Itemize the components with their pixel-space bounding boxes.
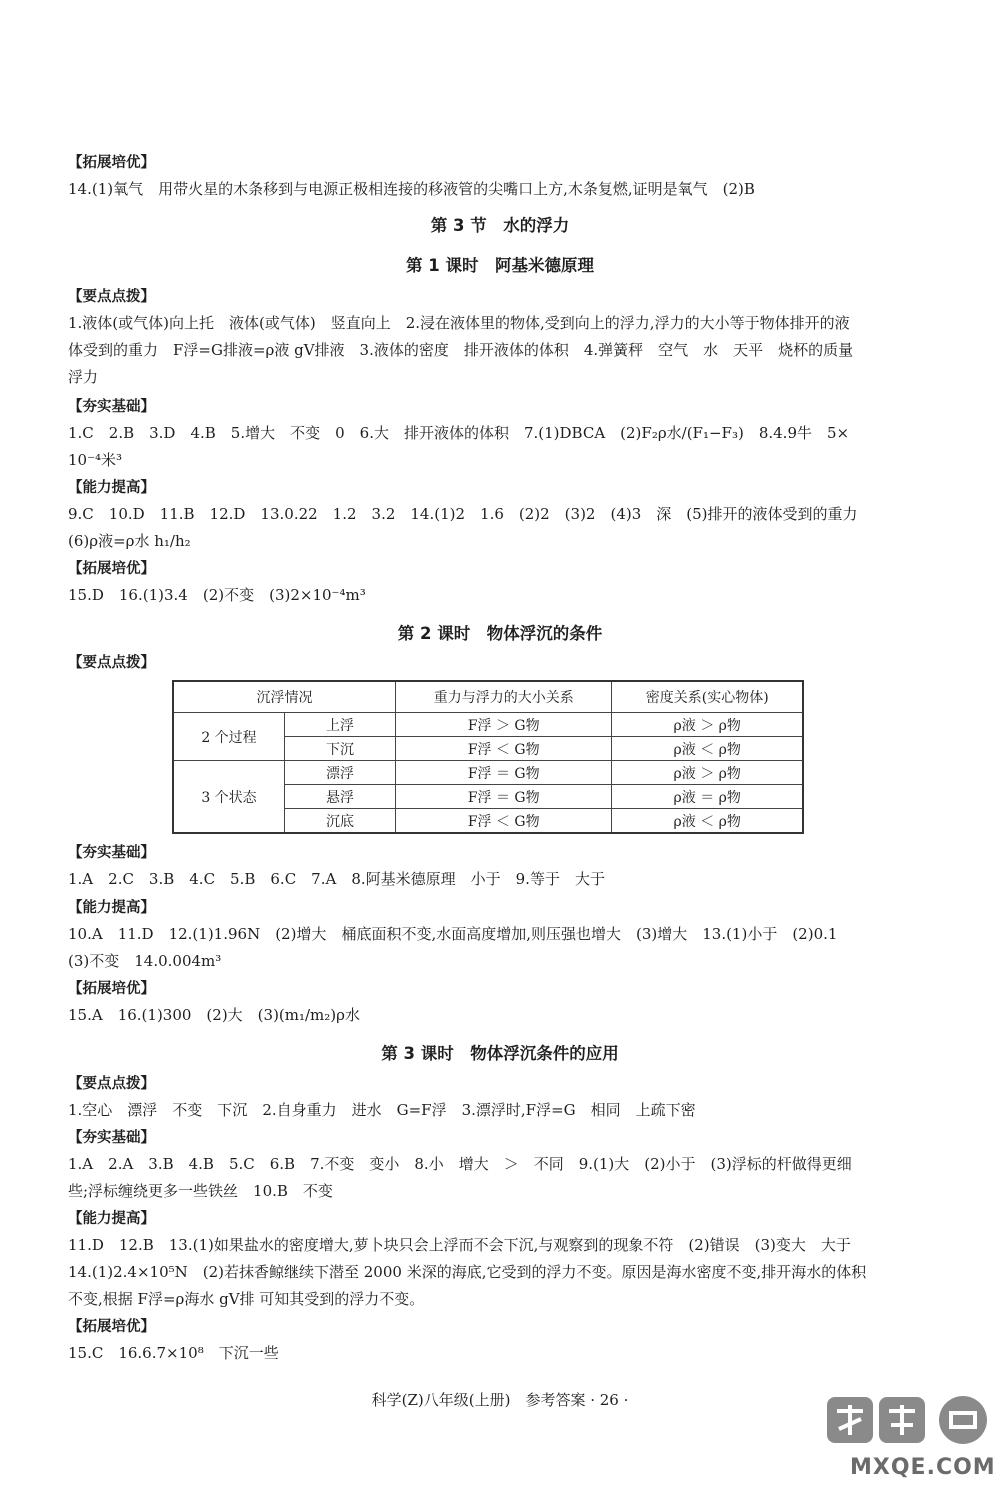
section-tag: 【夯实基础】 (68, 399, 155, 415)
section-tag: 【拓展培优】 (68, 561, 155, 577)
answer-line: 9.C 10.D 11.B 12.D 13.0.22 1.2 3.2 14.(1)2 1.6 (2)2 (3)2 (4)3 深 (5)排开的液体受到的重力 (68, 505, 858, 523)
lesson-title: 第 3 课时 物体浮沉条件的应用 (381, 1044, 619, 1063)
section-tag: 【能力提高】 (68, 480, 155, 496)
answer-line: 1.A 2.A 3.B 4.B 5.C 6.B 7.不变 变小 8.小 增大 ＞ 不同 9.(1)大 (2)小于 (3)浮标的杆做得更细 (68, 1155, 852, 1173)
answer-line: 1.空心 漂浮 不变 下沉 2.自身重力 进水 G=F浮 3.漂浮时,F浮=G 相同 上疏下密 (68, 1101, 696, 1119)
section-tag: 【要点点拨】 (68, 655, 155, 671)
lesson1-extend (68, 556, 928, 609)
lesson3-extend (68, 1314, 928, 1367)
answer-line: 1.液体(或气体)向上托 液体(或气体) 竖直向上 2.浸在液体里的物体,受到向上的浮力,浮力的大小等于物体排开的液 (68, 314, 850, 332)
section-tag: 【拓展培优】 (68, 981, 155, 997)
lesson3-points (68, 1071, 928, 1124)
group-cell: 2 个过程 (173, 713, 285, 761)
answer-line: 14.(1)氧气 用带火星的木条移到与电源正极相连接的移液管的尖嘴口上方,木条复燃,证明是氧气 (2)B (68, 180, 755, 198)
force-cell: F浮 ＞ G物 (396, 713, 612, 737)
state-cell: 沉底 (285, 809, 396, 834)
answer-line: 些;浮标缠绕更多一些铁丝 10.B 不变 (68, 1182, 333, 1200)
lesson1-ability (68, 475, 928, 555)
force-cell: F浮 ＜ G物 (396, 809, 612, 834)
section-title: 第 3 节 水的浮力 (430, 216, 570, 235)
answer-line: 1.C 2.B 3.D 4.B 5.增大 不变 0 6.大 排开液体的体积 7.(1)DBCA (2)F₂ρ水/(F₁−F₃) 8.4.9牛 5× (68, 424, 850, 442)
lesson2-points (68, 650, 928, 676)
table-row (173, 713, 803, 737)
force-cell: F浮 ＝ G物 (396, 785, 612, 809)
answer-line: 10⁻⁴米³ (68, 451, 123, 469)
table-header-row (173, 681, 803, 713)
table-header: 密度关系(实心物体) (612, 681, 803, 713)
state-cell: 上浮 (285, 713, 396, 737)
section-tag: 【能力提高】 (68, 1211, 155, 1227)
section-tag: 【要点点拨】 (68, 289, 155, 305)
answer-line: (3)不变 14.0.004m³ (68, 952, 222, 970)
answer-line: 体受到的重力 F浮=G排液=ρ液 gV排液 3.液体的密度 排开液体的体积 4.弹簧秤 空气 水 天平 烧杯的质量 (68, 341, 854, 359)
answer-line: (6)ρ液=ρ水 h₁/h₂ (68, 532, 191, 550)
state-cell: 漂浮 (285, 761, 396, 785)
answer-line: 11.D 12.B 13.(1)如果盐水的密度增大,萝卜块只会上浮而不会下沉,与观察到的现象不符 (2)错误 (3)变大 大于 (68, 1236, 851, 1254)
table-row (173, 761, 803, 785)
lesson1-basic (68, 394, 928, 474)
force-cell: F浮 ＜ G物 (396, 737, 612, 761)
answer-line: 15.C 16.6.7×10⁸ 下沉一些 (68, 1344, 279, 1362)
float-sink-table (172, 680, 804, 834)
lesson2-basic (68, 840, 928, 893)
section-tag: 【拓展培优】 (68, 155, 155, 171)
lesson-title: 第 2 课时 物体浮沉的条件 (397, 624, 603, 643)
table-header: 沉浮情况 (173, 681, 396, 713)
lesson2-ability (68, 895, 928, 975)
lesson3-ability (68, 1206, 928, 1313)
lesson-title: 第 1 课时 阿基米德原理 (406, 256, 594, 275)
lesson1-points (68, 284, 928, 391)
group-cell: 3 个状态 (173, 761, 285, 834)
section-tag: 【夯实基础】 (68, 1130, 155, 1146)
state-cell: 悬浮 (285, 785, 396, 809)
density-cell: ρ液 ＞ ρ物 (612, 761, 803, 785)
section-tag: 【拓展培优】 (68, 1319, 155, 1335)
answer-line: 15.D 16.(1)3.4 (2)不变 (3)2×10⁻⁴m³ (68, 586, 366, 604)
state-cell: 下沉 (285, 737, 396, 761)
answer-line: 浮力 (68, 368, 99, 386)
answer-line: 10.A 11.D 12.(1)1.96N (2)增大 桶底面积不变,水面高度增加,则压强也增大 (3)增大 13.(1)小于 (2)0.1 (68, 925, 838, 943)
lesson3-basic (68, 1125, 928, 1205)
table-header: 重力与浮力的大小关系 (396, 681, 612, 713)
density-cell: ρ液 ＜ ρ物 (612, 809, 803, 834)
watermark-text: MXQE.COM (850, 1455, 996, 1480)
section-tag: 【要点点拨】 (68, 1076, 155, 1092)
answer-line: 15.A 16.(1)300 (2)大 (3)(m₁/m₂)ρ水 (68, 1006, 360, 1024)
answer-line: 14.(1)2.4×10⁵N (2)若抹香鲸继续下潜至 2000 米深的海底,它受到的浮力不变。原因是海水密度不变,排开海水的体积 (68, 1263, 867, 1281)
density-cell: ρ液 ＜ ρ物 (612, 737, 803, 761)
page-footer: 科学(Z)八年级(上册) 参考答案 · 26 · (371, 1391, 629, 1409)
lesson2-extend (68, 976, 928, 1029)
answer-line: 不变,根据 F浮=ρ海水 gV排 可知其受到的浮力不变。 (68, 1290, 425, 1308)
answer-line: 1.A 2.C 3.B 4.C 5.B 6.C 7.A 8.阿基米德原理 小于 9.等于 大于 (68, 870, 605, 888)
extension-section (68, 150, 928, 203)
section-tag: 【能力提高】 (68, 900, 155, 916)
density-cell: ρ液 ＝ ρ物 (612, 785, 803, 809)
density-cell: ρ液 ＞ ρ物 (612, 713, 803, 737)
force-cell: F浮 ＝ G物 (396, 761, 612, 785)
section-tag: 【夯实基础】 (68, 845, 155, 861)
